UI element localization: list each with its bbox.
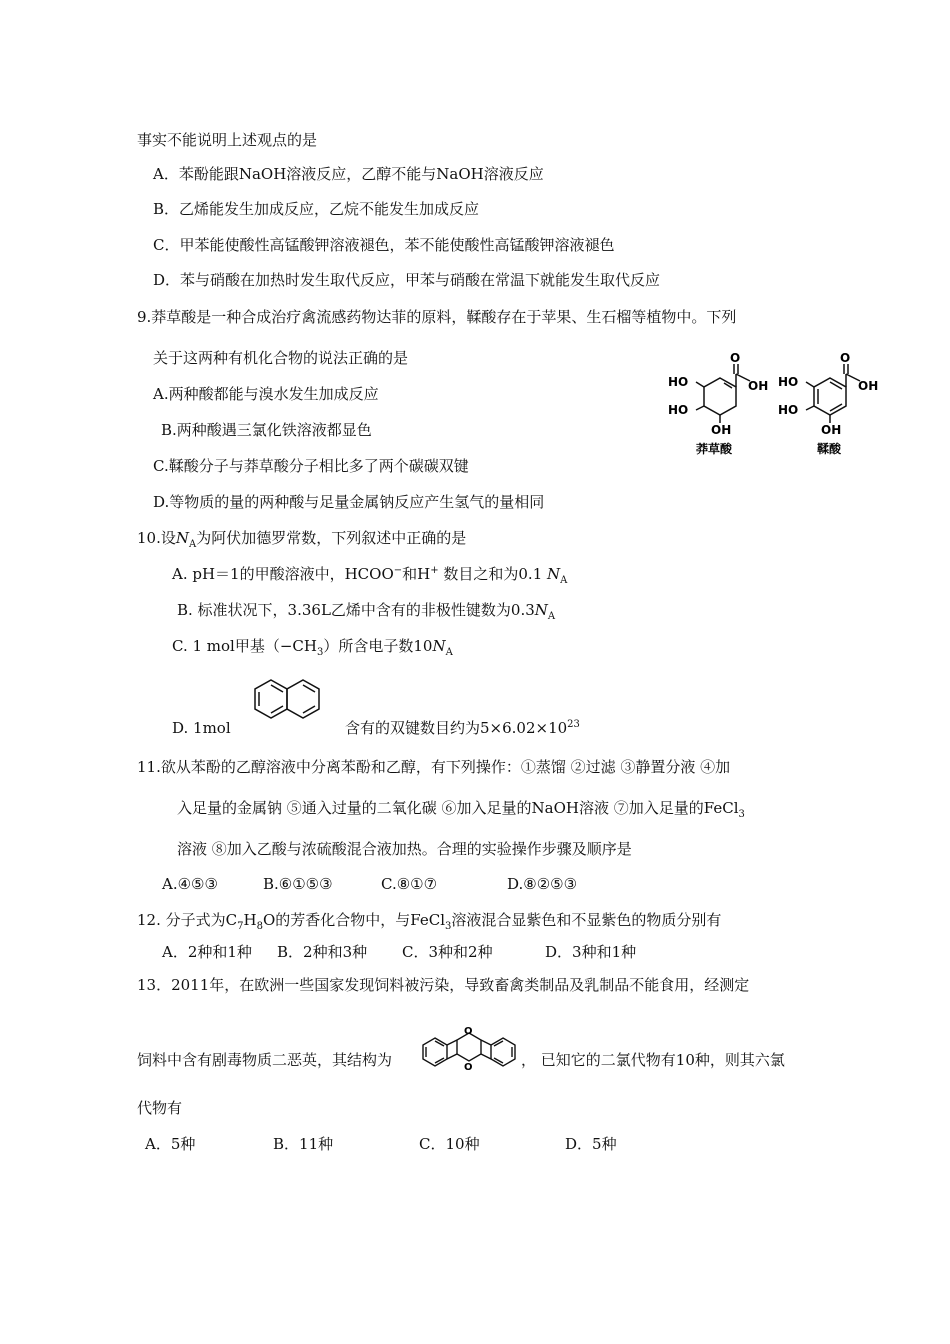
gallic-ho-top-label: HO xyxy=(778,375,799,389)
q10-na-symbol: N xyxy=(175,529,189,547)
q10-option-a xyxy=(172,564,567,584)
q13-stem-line2-pre: 饲料中含有剧毒物质二恶英，其结构为 xyxy=(137,1051,393,1069)
q8-option-d: D．苯与硝酸在加热时发生取代反应，甲苯与硝酸在常温下就能发生取代反应 xyxy=(153,271,661,289)
q12-pre: 12. 分子式为C xyxy=(137,911,238,929)
q13-option-a: A．5种 xyxy=(145,1135,196,1153)
q9-option-d: D.等物质的量的两种酸与足量金属钠反应产生氢气的量相同 xyxy=(153,493,545,511)
q9-option-c: C.鞣酸分子与莽草酸分子相比多了两个碳碳双键 xyxy=(153,457,469,475)
dioxin-o-bottom: O xyxy=(464,1062,473,1072)
q10-c-na-sub: A xyxy=(445,647,453,658)
shikimic-oh-right-label: OH xyxy=(748,379,769,393)
q9-option-b: B.两种酸遇三氯化铁溶液都显色 xyxy=(161,421,372,439)
q10-a-sup2: + xyxy=(430,565,439,576)
q10-c-sub: 3 xyxy=(316,647,324,658)
q10-a-na: N xyxy=(547,565,561,583)
shikimic-ho-top-label: HO xyxy=(668,375,689,389)
q12-option-a: A．2种和1种 xyxy=(162,943,252,961)
gallic-acid-structure xyxy=(806,364,860,423)
gallic-ho-bottom-label: HO xyxy=(778,403,799,417)
q12-option-b: B．2种和3种 xyxy=(277,943,368,961)
q11-option-c: C.⑧①⑦ xyxy=(381,875,438,893)
q13-option-b: B．11种 xyxy=(273,1135,334,1153)
shikimic-o-label: O xyxy=(730,351,741,365)
naphthalene-structure xyxy=(243,672,335,734)
q11-stem-line3: 溶液 ⑧加入乙酸与浓硫酸混合液加热。合理的实验操作步骤及顺序是 xyxy=(177,840,632,858)
q9-stem-line2: 关于这两种有机化合物的说法正确的是 xyxy=(153,349,409,367)
q10-stem-post: 为阿伏加德罗常数，下列叙述中正确的是 xyxy=(196,529,467,547)
q10-option-d-post xyxy=(345,718,580,738)
shikimic-acid-label: 莽草酸 xyxy=(696,442,733,456)
q10-option-d-pre: D. 1mol xyxy=(172,719,231,737)
q11-option-b: B.⑥①⑤③ xyxy=(263,875,333,893)
q12-sub1: 7 xyxy=(237,921,244,932)
q13-option-d: D．5种 xyxy=(565,1135,617,1153)
q10-d-sup: 23 xyxy=(567,719,580,730)
q11-option-d: D.⑧②⑤③ xyxy=(507,875,578,893)
q10-b-pre: B. 标准状况下，3.36L乙烯中含有的非极性键数为0.3 xyxy=(177,601,535,619)
q13-stem-line3: 代物有 xyxy=(137,1099,183,1117)
dioxin-o-top: O xyxy=(464,1026,473,1037)
q10-stem xyxy=(137,528,466,548)
q10-a-sup1: − xyxy=(393,565,403,576)
q10-na-sub: A xyxy=(188,539,197,550)
q10-c-pre: C. 1 mol甲基（−CH xyxy=(172,637,317,655)
q9-structures-figure xyxy=(660,350,890,460)
q12-sub3: 3 xyxy=(445,921,452,932)
q10-option-c xyxy=(172,636,453,656)
gallic-oh-right-label: OH xyxy=(858,379,879,393)
q10-c-post: ）所含电子数10 xyxy=(323,637,433,655)
q12-sub2: 8 xyxy=(256,921,263,932)
q12-option-c: C．3种和2种 xyxy=(402,943,493,961)
q8-option-a: A．苯酚能跟NaOH溶液反应，乙醇不能与NaOH溶液反应 xyxy=(153,165,544,183)
q12-post: 溶液混合显紫色和不显紫色的物质分别有 xyxy=(451,911,722,929)
q10-a-mid: 和H xyxy=(402,565,431,583)
q12-option-d: D．3种和1种 xyxy=(545,943,637,961)
q10-stem-pre: 10.设 xyxy=(137,529,176,547)
q11-stem-line1: 11.欲从苯酚的乙醇溶液中分离苯酚和乙醇，有下列操作：①蒸馏 ②过滤 ③静置分液 ④加 xyxy=(137,758,731,776)
q10-b-na-sub: A xyxy=(547,611,556,622)
shikimic-acid-structure xyxy=(696,364,750,423)
q10-c-na: N xyxy=(432,637,446,655)
q12-mid1: H xyxy=(243,911,257,929)
gallic-o-label: O xyxy=(840,351,851,365)
q8-option-b: B．乙烯能发生加成反应，乙烷不能发生加成反应 xyxy=(153,200,480,218)
q13-stem-line2-post: ， 已知它的二氯代物有10种，则其六氯 xyxy=(521,1051,785,1069)
q12-mid2: O的芳香化合物中，与FeCl xyxy=(262,911,445,929)
dioxin-structure xyxy=(417,1024,521,1072)
intro-text: 事实不能说明上述观点的是 xyxy=(137,131,318,149)
q10-option-b xyxy=(177,600,555,620)
shikimic-oh-bottom-label: OH xyxy=(711,423,732,437)
q8-option-c: C．甲苯能使酸性高锰酸钾溶液褪色，苯不能使酸性高锰酸钾溶液褪色 xyxy=(153,236,615,254)
q11-l2-pre: 入足量的金属钠 ⑤通入过量的二氧化碳 ⑥加入足量的NaOH溶液 ⑦加入足量的FeCl xyxy=(177,799,739,817)
q10-a-na-sub: A xyxy=(560,575,568,586)
q13-stem-line1: 13．2011年，在欧洲一些国家发现饲料被污染，导致畜禽类制品及乳制品不能食用，经测定 xyxy=(137,976,750,994)
q10-a-post: 数目之和为0.1 xyxy=(438,565,548,583)
shikimic-ho-bottom-label: HO xyxy=(668,403,689,417)
q11-stem-line2 xyxy=(177,798,745,818)
gallic-oh-bottom-label: OH xyxy=(821,423,842,437)
q10-d-post: 含有的双键数目约为5×6.02×10 xyxy=(345,719,568,737)
q10-b-na: N xyxy=(534,601,548,619)
q13-option-c: C．10种 xyxy=(419,1135,480,1153)
q11-l2-sub: 3 xyxy=(738,809,745,820)
q12-stem xyxy=(137,910,721,930)
tannic-acid-label: 鞣酸 xyxy=(817,442,842,456)
q10-a-pre: A. pH＝1的甲酸溶液中，HCOO xyxy=(172,565,394,583)
q9-stem-line1: 9.莽草酸是一种合成治疗禽流感药物达菲的原料，鞣酸存在于苹果、生石榴等植物中。下列 xyxy=(137,308,737,326)
q11-option-a: A.④⑤③ xyxy=(162,875,218,893)
q9-option-a: A.两种酸都能与溴水发生加成反应 xyxy=(153,385,379,403)
